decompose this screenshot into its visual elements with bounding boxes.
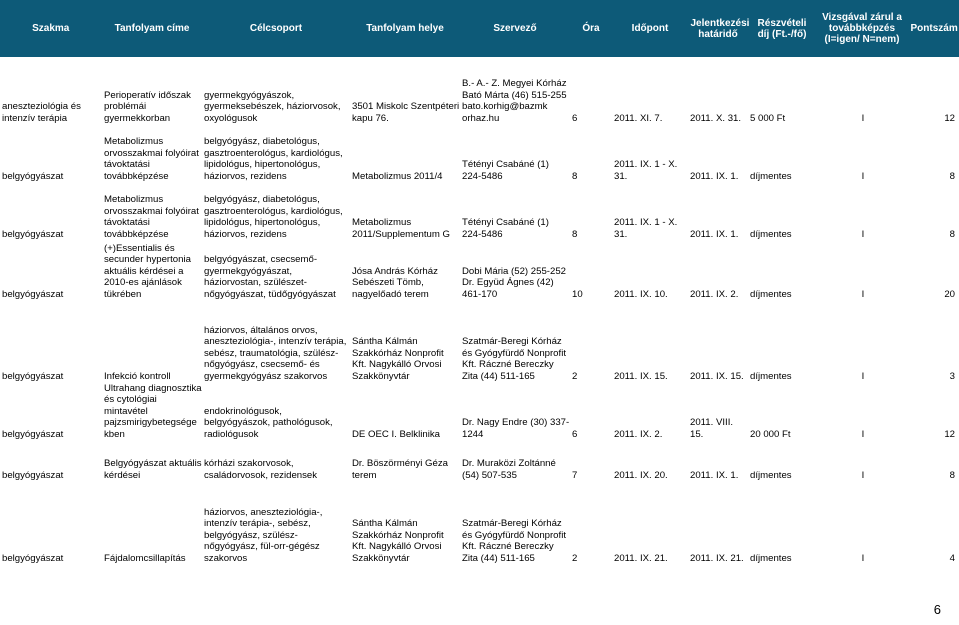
cell-szakma: belgyógyászat <box>2 288 64 300</box>
cell-celcsoport: gyermekgyógyászok, gyermeksebészek, háziorvosok, oxyológusok <box>204 89 341 124</box>
cell-dij: díjmentes <box>750 228 792 240</box>
cell-tanfolyam-cime: Metabolizmus orvosszakmai folyóirat távoktatási továbbképzése <box>104 194 199 240</box>
cell-vizsga: I <box>861 469 865 481</box>
cell-vizsga: I <box>861 228 865 240</box>
cell-pontszam: 4 <box>949 552 955 564</box>
cell-szervezo: Szatmár-Beregi Kórház és Gyógyfürdő Nonprofit Kft. Ráczné Bereczky Zita (44) 511-165 <box>462 518 566 564</box>
header-idopont: Időpont <box>612 0 688 57</box>
cell-dij: díjmentes <box>750 552 792 564</box>
cell-pontszam: 3 <box>949 370 955 382</box>
cell-tanfolyam-cime: Perioperatív időszak problémái gyermekkorban <box>104 89 191 124</box>
table-row <box>0 482 959 565</box>
cell-szakma: belgyógyászat <box>2 552 64 564</box>
cell-celcsoport: kórházi szakorvosok, családorvosok, rezidensek <box>204 458 318 481</box>
cell-celcsoport: endokrinológusok, belgyógyászok, pathológusok, radiológusok <box>204 405 333 440</box>
cell-tanfolyam-cime: Metabolizmus orvosszakmai folyóirat távoktatási továbbképzése <box>104 136 199 182</box>
cell-vizsga: I <box>861 552 865 564</box>
table-row <box>0 383 959 441</box>
cell-vizsga: I <box>861 428 865 440</box>
cell-dij: díjmentes <box>750 370 792 382</box>
cell-tanfolyam-helye: Dr. Böszörményi Géza terem <box>352 458 448 481</box>
cell-ora: 2 <box>572 552 578 564</box>
cell-idopont: 2011. IX. 10. <box>614 288 668 300</box>
cell-szervezo: Dr. Muraközi Zoltánné (54) 507-535 <box>462 458 556 481</box>
cell-dij: díjmentes <box>750 170 792 182</box>
header-tanfolyam-helye: Tanfolyam helye <box>350 0 460 57</box>
cell-hatarido: 2011. X. 31. <box>690 112 742 124</box>
cell-dij: díjmentes <box>750 288 792 300</box>
cell-tanfolyam-helye: 3501 Miskolc Szentpéteri kapu 76. <box>352 101 460 124</box>
header-tanfolyam-cime: Tanfolyam címe <box>102 0 202 57</box>
cell-ora: 10 <box>572 288 583 300</box>
page-number: 6 <box>933 602 941 617</box>
table-row <box>0 57 959 125</box>
cell-pontszam: 12 <box>944 112 955 124</box>
table-row <box>0 241 959 301</box>
cell-tanfolyam-helye: Metabolizmus 2011/4 <box>352 170 443 182</box>
cell-idopont: 2011. IX. 1 - X. 31. <box>614 217 678 240</box>
cell-ora: 6 <box>572 112 578 124</box>
cell-hatarido: 2011. IX. 21. <box>690 552 744 564</box>
cell-vizsga: I <box>861 170 865 182</box>
header-szervezo: Szervező <box>460 0 570 57</box>
cell-tanfolyam-helye: Metabolizmus 2011/Supplementum G <box>352 217 450 240</box>
cell-celcsoport: háziorvos, általános orvos, aneszteziológia-, intenzív terápia, sebész, traumatológia, szülész-nőgyógyász, csecsemő- és gyermekgyógyász szakorvos <box>204 324 347 382</box>
table-row <box>0 301 959 383</box>
table-row <box>0 183 959 241</box>
cell-celcsoport: belgyógyász, diabetológus, gasztroenterológus, kardiológus, lipidológus, hipertonológus, háziorvos, rezidens <box>204 136 343 182</box>
cell-szervezo: Tétényi Csabáné (1) 224-5486 <box>462 217 549 240</box>
cell-pontszam: 20 <box>944 288 955 300</box>
cell-dij: 20 000 Ft <box>750 428 791 440</box>
header-celcsoport: Célcsoport <box>202 0 350 57</box>
cell-tanfolyam-helye: Sántha Kálmán Szakkórház Nonprofit Kft. Nagykálló Orvosi Szakkönyvtár <box>352 336 444 382</box>
cell-idopont: 2011. IX. 2. <box>614 428 663 440</box>
cell-vizsga: I <box>861 370 865 382</box>
cell-idopont: 2011. XI. 7. <box>614 112 663 124</box>
cell-szakma: belgyógyászat <box>2 370 64 382</box>
table-row <box>0 125 959 183</box>
cell-pontszam: 8 <box>949 469 955 481</box>
cell-szervezo: Tétényi Csabáné (1) 224-5486 <box>462 159 549 182</box>
cell-tanfolyam-helye: DE OEC I. Belklinika <box>352 428 440 440</box>
cell-tanfolyam-cime: Belgyógyászat aktuális kérdései <box>104 458 202 481</box>
cell-tanfolyam-helye: Jósa András Kórház Sebészeti Tömb, nagyelőadó terem <box>352 265 438 300</box>
header-vizsga: Vizsgával zárul a továbbképzés (I=igen/ N=nem) <box>816 0 908 57</box>
cell-ora: 8 <box>572 170 578 182</box>
cell-pontszam: 8 <box>949 170 955 182</box>
header-pontszam: Pontszám <box>908 0 959 57</box>
cell-idopont: 2011. IX. 21. <box>614 552 668 564</box>
cell-idopont: 2011. IX. 15. <box>614 370 668 382</box>
cell-hatarido: 2011. IX. 2. <box>690 288 739 300</box>
cell-tanfolyam-cime: Fájdalomcsillapítás <box>104 552 186 564</box>
cell-celcsoport: háziorvos, aneszteziológia-, intenzív terápia-, sebész, belgyógyász, szülész-nőgyógyász, fül-orr-gégész szakorvos <box>204 507 323 564</box>
header-ora: Óra <box>570 0 612 57</box>
cell-ora: 6 <box>572 428 578 440</box>
cell-pontszam: 12 <box>944 428 955 440</box>
cell-hatarido: 2011. IX. 1. <box>690 469 739 481</box>
header-jelentkezesi-hatarido: Jelentkezési határidő <box>688 0 748 57</box>
table-header <box>0 0 959 57</box>
cell-idopont: 2011. IX. 20. <box>614 469 668 481</box>
cell-vizsga: I <box>861 288 865 300</box>
cell-hatarido: 2011. IX. 1. <box>690 228 739 240</box>
cell-ora: 7 <box>572 469 578 481</box>
cell-szakma: belgyógyászat <box>2 469 64 481</box>
cell-dij: díjmentes <box>750 469 792 481</box>
cell-tanfolyam-cime: Ultrahang diagnosztika és cytológiai mintavétel pajzsmirigybetegsége kben <box>104 383 202 440</box>
cell-ora: 8 <box>572 228 578 240</box>
cell-hatarido: 2011. VIII. 15. <box>690 417 734 440</box>
header-reszveteli-dij: Részvételi díj (Ft.-/fő) <box>748 0 816 57</box>
header-szakma: Szakma <box>0 0 102 57</box>
cell-szakma: belgyógyászat <box>2 170 64 182</box>
cell-celcsoport: belgyógyász, diabetológus, gasztroenterológus, kardiológus, lipidológus, hipertonológus, háziorvos, rezidens <box>204 194 343 240</box>
cell-tanfolyam-helye: Sántha Kálmán Szakkórház Nonprofit Kft. Nagykálló Orvosi Szakkönyvtár <box>352 518 444 564</box>
table-row <box>0 441 959 482</box>
cell-szervezo: Szatmár-Beregi Kórház és Gyógyfürdő Nonprofit Kft. Ráczné Bereczky Zita (44) 511-165 <box>462 336 566 382</box>
cell-ora: 2 <box>572 370 578 382</box>
cell-szakma: belgyógyászat <box>2 428 64 440</box>
cell-szervezo: B.- A.- Z. Megyei Kórház Bató Márta (46) 515-255 bato.korhig@bazmk orhaz.hu <box>462 78 567 124</box>
cell-hatarido: 2011. IX. 1. <box>690 170 739 182</box>
cell-vizsga: I <box>861 112 865 124</box>
cell-szervezo: Dr. Nagy Endre (30) 337-1244 <box>462 417 570 440</box>
cell-dij: 5 000 Ft <box>750 112 786 124</box>
cell-szervezo: Dobi Mária (52) 255-252 Dr. Együd Ágnes (42) 461-170 <box>462 265 566 300</box>
cell-szakma: belgyógyászat <box>2 228 64 240</box>
cell-hatarido: 2011. IX. 15. <box>690 370 744 382</box>
cell-szakma: aneszteziológia és intenzív terápia <box>2 101 81 124</box>
cell-tanfolyam-cime: Infekció kontroll <box>104 370 171 382</box>
cell-celcsoport: belgyógyászat, csecsemő-gyermekgyógyászat, háziorvostan, szülészet-nőgyógyászat, tüdőgyógyászat <box>204 254 336 300</box>
cell-idopont: 2011. IX. 1 - X. 31. <box>614 159 678 182</box>
cell-tanfolyam-cime: (+)Essentialis és secunder hypertonia aktuális kérdései a 2010-es ajánlások tükrében <box>104 242 191 300</box>
cell-pontszam: 8 <box>949 228 955 240</box>
